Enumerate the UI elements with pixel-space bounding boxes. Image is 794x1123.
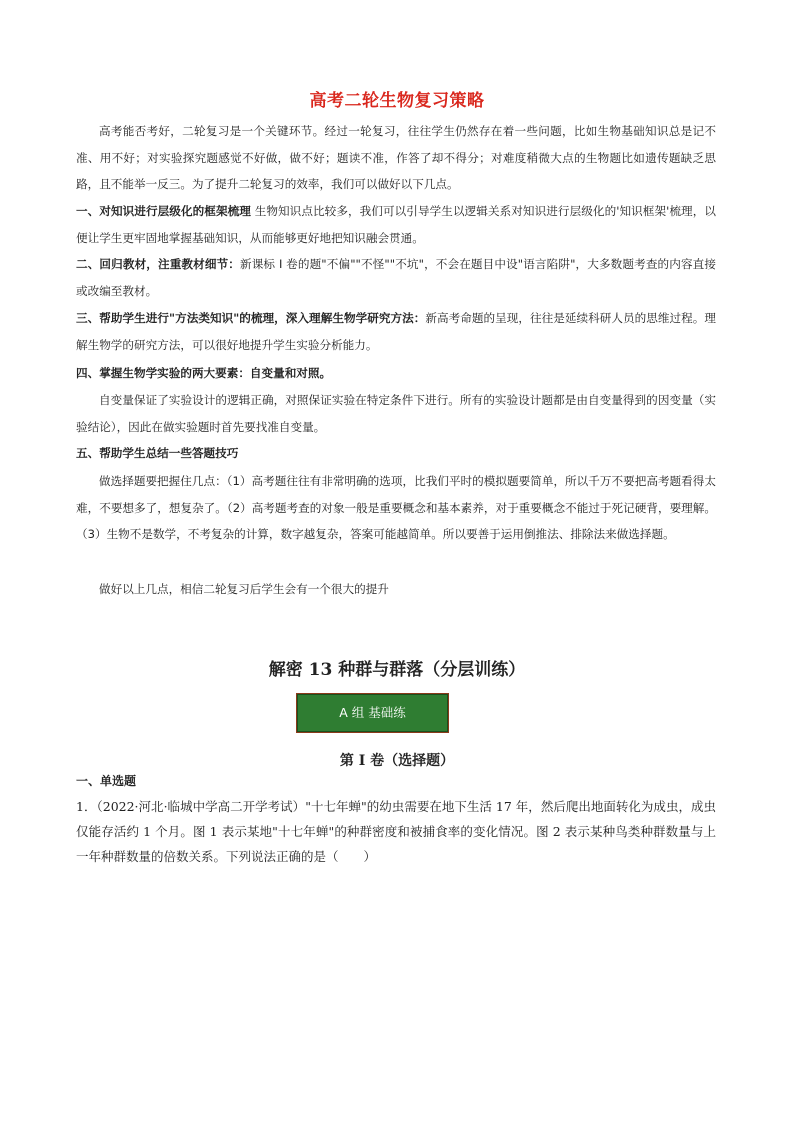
strategy-point-5-body: 做选择题要把握住几点：（1）高考题往往有非常明确的选项，比我们平时的模拟题要简单，所以千万不要把高考题看得太难，不要想多了，想复杂了。（2）高考题考查的对象一般是重要概念和基本素养，对于重要概念不能过于死记硬背，要理解。（3）生物不是数学，不考复杂的计算，数字越复杂，答案可能越简单。所以要善于运用倒推法、排除法来做选择题。	[76, 474, 716, 541]
strategy-point-3	[76, 305, 716, 358]
point-1-heading: 一、对知识进行层级化的框架梳理	[76, 204, 251, 218]
point-2-heading: 二、回归教材，注重教材细节：	[76, 257, 240, 271]
exercise-title: 解密 13 种群与群落（分层训练）	[268, 660, 526, 680]
group-label-box: A 组 基础练	[297, 694, 448, 732]
point-1-body: 生物知识点比较多，我们可以引导学生以逻辑关系对知识进行层级化的'知识框架'梳理，以便让学生更牢固地掌握基础知识，从而能够更好地把知识融会贯通。	[76, 204, 716, 245]
point-5-heading: 五、帮助学生总结一些答题技巧	[76, 446, 239, 460]
strategy-point-4-heading-line	[76, 360, 716, 387]
strategy-point-2	[76, 251, 716, 304]
point-3-heading: 三、帮助学生进行"方法类知识"的梳理，深入理解生物学研究方法：	[76, 311, 426, 325]
question-1: 1．（2022·河北·临城中学高二开学考试）"十七年蝉"的幼虫需要在地下生活 17 年，然后爬出地面转化为成虫，成虫仅能存活约 1 个月。图 1 表示某地"十七年蝉"的种群密度和被捕食率的变化情况。图 2 表示某种鸟类种群数量与上一年种群数量的倍数关系。下列说法正确的是（ ）	[76, 799, 716, 864]
strategy-point-4-body: 自变量保证了实验设计的逻辑正确，对照保证实验在特定条件下进行。所有的实验设计题都是由自变量得到的因变量（实验结论），因此在做实验题时首先要找准自变量。	[76, 393, 716, 434]
strategy-intro: 高考能否考好，二轮复习是一个关键环节。经过一轮复习，往往学生仍然存在着一些问题，比如生物基础知识总是记不准、用不好；对实验探究题感觉不好做，做不好；题读不准，作答了却不得分；对难度稍微大点的生物题比如遗传题缺乏思路，且不能举一反三。为了提升二轮复习的效率，我们可以做好以下几点。	[76, 124, 716, 191]
strategy-point-1	[76, 198, 716, 251]
strategy-title: 高考二轮生物复习策略	[309, 91, 485, 111]
point-4-heading: 四、掌握生物学实验的两大要素：自变量和对照。	[76, 366, 332, 380]
point-3-body: 新高考命题的呈现，往往是延续科研人员的思维过程。理解生物学的研究方法，可以很好地提升学生实验分析能力。	[76, 311, 716, 352]
point-2-body: 新课标 I 卷的题"不偏""不怪""不坑"，不会在题目中设"语言陷阱"，大多数题考查的内容直接或改编至教材。	[76, 257, 716, 298]
strategy-closing: 做好以上几点，相信二轮复习后学生会有一个很大的提升	[99, 582, 389, 596]
volume-title: 第 I 卷（选择题）	[339, 753, 455, 769]
strategy-point-5-heading-line	[76, 440, 716, 467]
section-heading: 一、单选题	[76, 774, 137, 788]
